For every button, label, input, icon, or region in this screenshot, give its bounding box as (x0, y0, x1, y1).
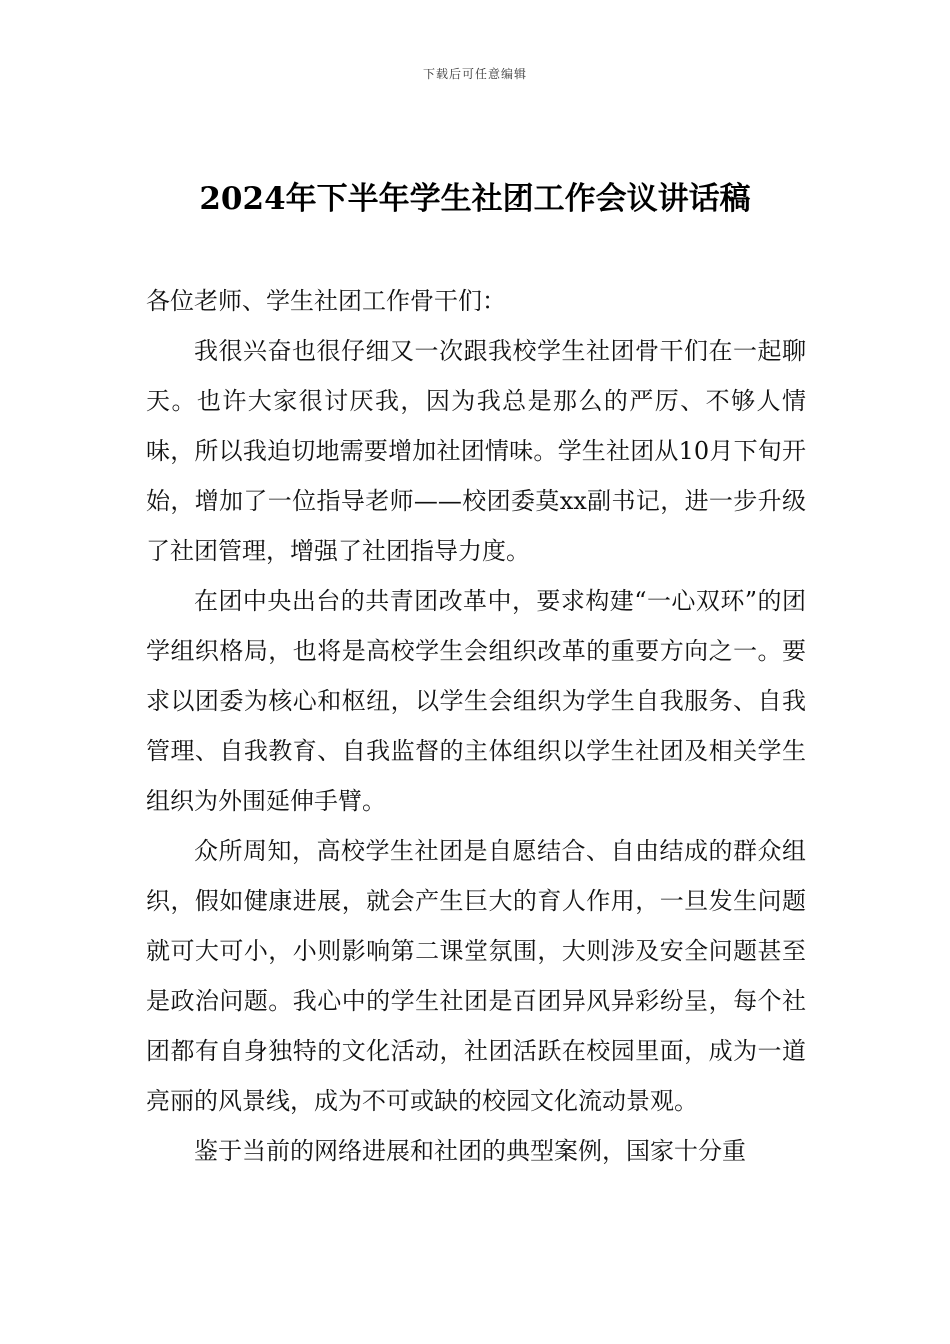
paragraph: 众所周知，高校学生社团是自愿结合、自由结成的群众组织，假如健康进展，就会产生巨大的育人作用，一旦发生问题就可大可小，小则影响第二课堂氛围，大则涉及安全问题甚至是政治问题。我心中的学生社团是百团异风异彩纷呈，每个社团都有自身独特的文化活动，社团活跃在校园里面，成为一道亮丽的风景线，成为不可或缺的校园文化流动景观。 (146, 837, 806, 1115)
document-body (146, 276, 806, 1176)
document-title: 2024年下半年学生社团工作会议讲话稿 (199, 181, 751, 217)
paragraph: 鉴于当前的网络进展和社团的典型案例，国家十分重 (194, 1137, 746, 1165)
header-note: 下载后可任意编辑 (422, 67, 527, 81)
paragraph: 我很兴奋也很仔细又一次跟我校学生社团骨干们在一起聊天。也许大家很讨厌我，因为我总是那么的严厉、不够人情味，所以我迫切地需要增加社团情味。学生社团从10月下旬开始，增加了一位指导老师——校团委莫xx副书记，进一步升级了社团管理，增强了社团指导力度。 (146, 337, 806, 565)
paragraph: 在团中央出台的共青团改革中，要求构建“一心双环”的团学组织格局，也将是高校学生会组织改革的重要方向之一。要求以团委为核心和枢纽，以学生会组织为学生自我服务、自我管理、自我教育、自我监督的主体组织以学生社团及相关学生组织为外围延伸手臂。 (146, 587, 806, 815)
greeting: 各位老师、学生社团工作骨干们： (146, 287, 506, 315)
